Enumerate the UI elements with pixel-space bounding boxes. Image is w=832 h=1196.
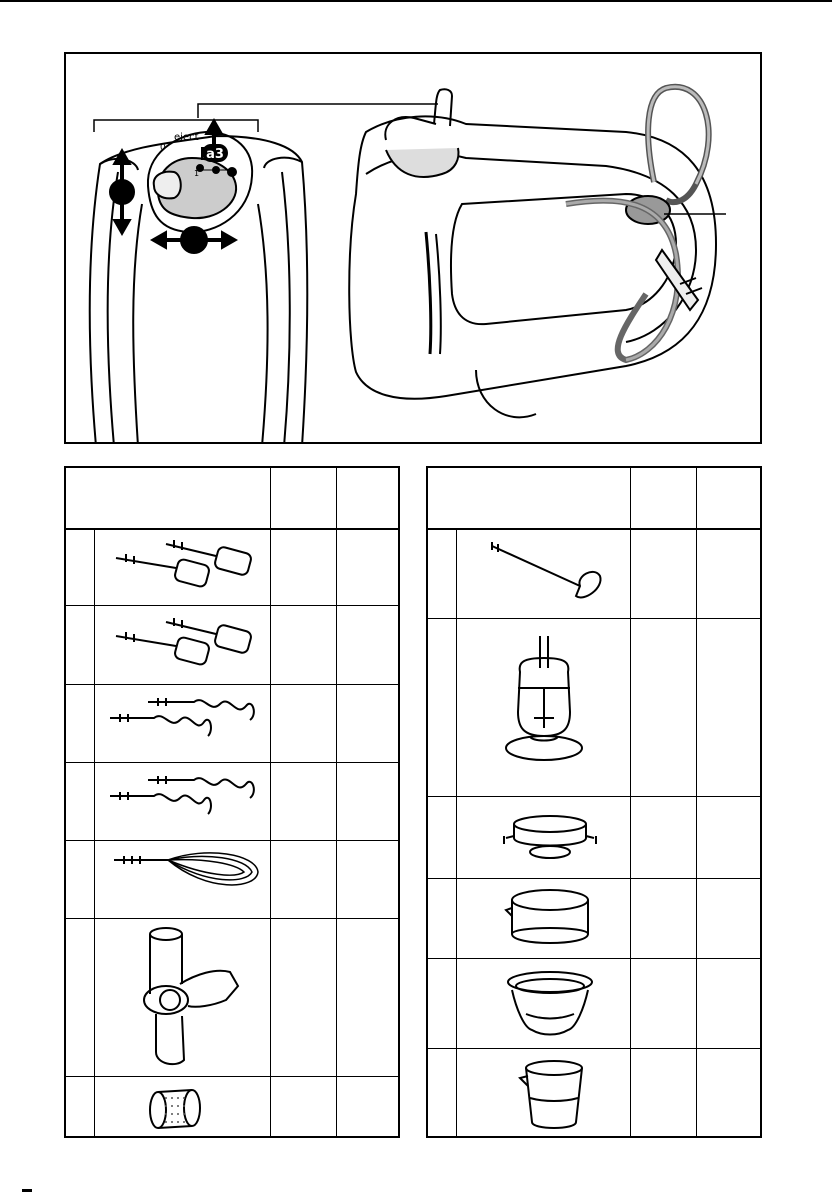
col-divider	[456, 528, 457, 1136]
beaker-image	[514, 1058, 594, 1134]
col-divider	[336, 468, 337, 1136]
zero-label: 0	[160, 143, 166, 153]
col-divider	[270, 468, 271, 1136]
attachments-table-right	[426, 466, 762, 1138]
beaters-image	[106, 610, 266, 680]
chopper-lid-image	[500, 808, 600, 868]
chopper-assembly-image	[504, 632, 594, 772]
table-header	[428, 468, 760, 530]
control-badge-label: a3	[206, 147, 224, 162]
chopper-bowl-image	[502, 886, 598, 952]
dough-hooks-image	[104, 768, 270, 834]
col-divider	[696, 468, 697, 1136]
hand-mixer-illustration	[66, 54, 762, 444]
whisk-image	[106, 846, 266, 906]
col-divider	[630, 468, 631, 1136]
one-label: 1	[194, 169, 200, 178]
grater-housing-image	[136, 924, 246, 1070]
top-rule	[0, 0, 832, 2]
product-illustration-frame	[64, 52, 762, 444]
beaters-image	[106, 532, 266, 602]
col-divider	[94, 528, 95, 1136]
chopper-small-bowl-image	[502, 968, 598, 1042]
blender-shaft-image	[484, 536, 624, 606]
eject-label: eject	[174, 132, 199, 143]
grating-drum-image	[146, 1088, 206, 1132]
footer-mark	[22, 1189, 32, 1192]
attachments-table-left	[64, 466, 400, 1138]
table-header	[66, 468, 398, 530]
dough-hooks-image	[104, 690, 270, 756]
control-badge	[202, 144, 228, 162]
